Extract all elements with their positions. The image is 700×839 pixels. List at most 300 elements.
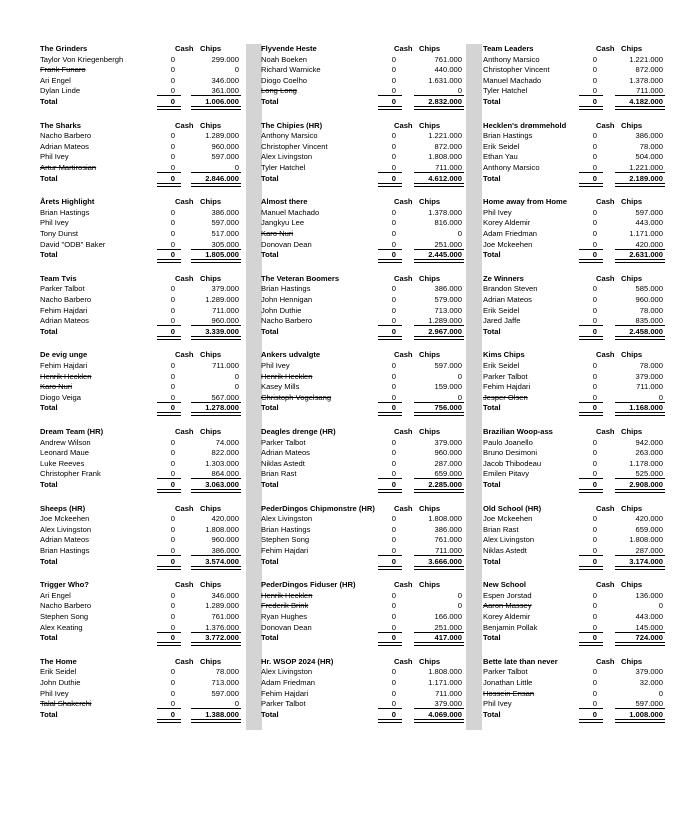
player-chips: 711.000 [435,688,462,698]
player-name: Phil Ivey [40,688,69,698]
player-name: Jesper Olsen [483,392,528,402]
player-chips: 0 [658,601,663,611]
cash-double-underline [579,489,603,493]
player-name: Donovan Dean [261,239,312,249]
player-chips: 0 [457,392,462,402]
player-cash: 0 [592,86,597,96]
player-chips: 386.000 [434,284,462,294]
total-chips: 2.908.000 [629,479,663,489]
player-name: Leonard Maue [40,448,89,458]
player-cash: 0 [391,131,396,141]
player-name: Brian Rast [261,469,297,479]
team-name: Årets Highlight [40,197,95,207]
total-chips: 1.006.000 [205,96,239,106]
player-name: Parker Talbot [483,371,528,381]
total-label: Total [483,96,501,106]
player-chips: 942.000 [635,437,663,447]
player-cash: 0 [592,228,597,238]
cash-header: Cash [394,273,413,283]
cash-double-underline [579,412,603,416]
player-cash: 0 [170,622,175,632]
team-name: Home away from Home [483,197,567,207]
player-cash: 0 [592,469,597,479]
player-chips: 0 [234,65,239,75]
player-cash: 0 [391,360,396,370]
player-cash: 0 [170,360,175,370]
player-cash: 0 [391,54,396,64]
player-chips: 0 [457,590,462,600]
player-chips: 0 [658,392,663,402]
player-cash: 0 [592,162,597,172]
chips-double-underline [191,566,241,570]
player-chips: 713.000 [434,305,462,315]
player-name: Christopher Vincent [483,65,550,75]
player-name: Stephen Song [40,611,89,621]
player-chips: 305.000 [211,239,239,249]
player-name: Manuel Machado [483,75,542,85]
team-name: Brazilian Woop-ass [483,426,553,436]
player-cash: 0 [170,601,175,611]
player-cash: 0 [592,152,597,162]
total-chips: 2.832.000 [428,96,462,106]
player-cash: 0 [170,524,175,534]
player-name: Brian Hastings [261,524,311,534]
player-cash: 0 [391,305,396,315]
total-cash: 0 [170,250,175,260]
chips-header: Chips [621,656,643,666]
player-cash: 0 [170,75,175,85]
player-cash: 0 [170,131,175,141]
total-cash: 0 [391,633,396,643]
player-name: Adrian Mateos [40,141,89,151]
player-name: Hossein Ensan [483,688,535,698]
player-chips: 420.000 [211,514,239,524]
player-cash: 0 [170,316,175,326]
player-cash: 0 [391,75,396,85]
cash-double-underline [579,719,603,723]
player-cash: 0 [391,392,396,402]
player-cash: 0 [170,514,175,524]
player-name: Fehim Hajdari [40,360,88,370]
player-chips: 0 [658,688,663,698]
player-cash: 0 [170,699,175,709]
player-cash: 0 [592,622,597,632]
team-name: The Veteran Boomers [261,273,340,283]
chips-double-underline [615,336,665,340]
player-cash: 0 [170,152,175,162]
team-name: The Chipies (HR) [261,120,323,130]
player-name: Jacob Thibodeau [483,458,542,468]
cash-header: Cash [175,350,194,360]
player-name: Fehim Hajdari [261,545,309,555]
player-name: Erik Seidel [483,360,520,370]
chips-double-underline [191,183,241,187]
player-chips: 517.000 [211,228,239,238]
total-label: Total [483,556,501,566]
player-name: John Hennigan [261,294,313,304]
total-cash: 0 [592,326,597,336]
cash-double-underline [579,183,603,187]
player-chips: 0 [457,371,462,381]
player-chips: 0 [234,371,239,381]
chips-header: Chips [621,197,643,207]
cash-double-underline [378,183,402,187]
chips-header: Chips [200,44,222,53]
total-cash: 0 [170,709,175,719]
total-label: Total [40,250,58,260]
team-name: Ankers udvalgte [261,350,321,360]
player-cash: 0 [391,469,396,479]
cash-header: Cash [394,580,413,590]
player-name: Adrian Mateos [40,535,89,545]
cash-double-underline [157,642,181,646]
total-cash: 0 [592,96,597,106]
cash-header: Cash [394,197,413,207]
player-name: Paulo Joanello [483,437,533,447]
total-cash: 0 [170,403,175,413]
cash-double-underline [157,259,181,263]
player-name: Bruno Desimoni [483,448,538,458]
player-chips: 761.000 [434,535,462,545]
chips-header: Chips [200,273,222,283]
player-chips: 711.000 [636,86,663,96]
player-name: Tyler Hatchel [261,162,306,172]
player-chips: 386.000 [211,545,239,555]
total-cash: 0 [391,96,396,106]
player-chips: 346.000 [211,590,239,600]
player-name: Henrik Hecklen [40,371,92,381]
chips-header: Chips [621,120,643,130]
total-cash: 0 [592,173,597,183]
player-cash: 0 [391,524,396,534]
player-cash: 0 [592,316,597,326]
total-cash: 0 [592,403,597,413]
chips-header: Chips [621,426,643,436]
total-cash: 0 [592,556,597,566]
player-name: Anthony Marsico [261,131,318,141]
player-chips: 361.000 [211,86,239,96]
player-cash: 0 [592,437,597,447]
player-cash: 0 [170,545,175,555]
player-chips: 443.000 [635,611,663,621]
chips-header: Chips [200,197,222,207]
player-name: Brandon Steven [483,284,538,294]
player-chips: 597.000 [434,360,462,370]
player-cash: 0 [592,524,597,534]
player-name: Henrik Hecklen [261,590,313,600]
player-chips: 1.289.000 [205,294,239,304]
player-name: Korey Aldemir [483,611,531,621]
player-name: Erik Seidel [40,667,77,677]
player-cash: 0 [170,469,175,479]
cash-header: Cash [596,273,615,283]
player-cash: 0 [592,218,597,228]
player-name: Espen Jorstad [483,590,532,600]
player-chips: 0 [457,601,462,611]
cash-double-underline [579,566,603,570]
player-chips: 379.000 [434,699,462,709]
player-cash: 0 [592,611,597,621]
player-cash: 0 [592,294,597,304]
player-name: Christoph Vogelsang [261,392,332,402]
chips-header: Chips [621,350,643,360]
total-chips: 1.805.000 [205,250,239,260]
total-cash: 0 [391,403,396,413]
player-chips: 1.303.000 [205,458,239,468]
player-chips: 585.000 [635,284,663,294]
player-chips: 711.000 [636,382,663,392]
player-cash: 0 [170,207,175,217]
player-cash: 0 [391,667,396,677]
player-name: Fehim Hajdari [483,382,531,392]
cash-double-underline [378,642,402,646]
player-name: Long Long [261,86,297,96]
chips-double-underline [615,412,665,416]
player-chips: 287.000 [635,545,663,555]
player-chips: 379.000 [635,667,663,677]
player-chips: 960.000 [211,141,239,151]
player-cash: 0 [592,688,597,698]
player-cash: 0 [170,535,175,545]
player-chips: 960.000 [635,294,663,304]
player-chips: 1.289.000 [205,131,239,141]
total-label: Total [261,479,279,489]
player-name: Anthony Marsico [483,162,540,172]
player-cash: 0 [391,545,396,555]
total-chips: 756.000 [434,403,462,413]
player-chips: 0 [234,162,239,172]
player-name: Christopher Frank [40,469,101,479]
player-chips: 32.000 [639,677,663,687]
team-name: Deagles drenge (HR) [261,426,336,436]
player-name: Benjamin Pollak [483,622,538,632]
player-chips: 525.000 [635,469,663,479]
player-chips: 379.000 [211,284,239,294]
chips-double-underline [191,719,241,723]
player-chips: 386.000 [635,131,663,141]
total-label: Total [483,326,501,336]
player-chips: 1.376.000 [205,622,239,632]
total-label: Total [40,709,58,719]
player-chips: 597.000 [211,688,239,698]
chips-header: Chips [621,580,643,590]
total-cash: 0 [170,96,175,106]
player-name: Noah Boeken [261,54,308,64]
total-cash: 0 [592,250,597,260]
cash-header: Cash [175,197,194,207]
player-chips: 440.000 [434,65,462,75]
player-chips: 299.000 [211,54,239,64]
player-name: Joe Mckeehen [40,514,90,524]
player-chips: 597.000 [211,218,239,228]
player-chips: 443.000 [635,218,663,228]
chips-header: Chips [419,656,441,666]
player-name: Richard Warnicke [261,65,321,75]
chips-double-underline [414,412,464,416]
player-name: Nacho Barbero [40,601,92,611]
player-cash: 0 [391,514,396,524]
player-name: Phil Ivey [261,360,290,370]
cash-double-underline [378,719,402,723]
player-cash: 0 [391,86,396,96]
player-cash: 0 [592,284,597,294]
player-cash: 0 [170,688,175,698]
total-label: Total [261,250,279,260]
player-cash: 0 [391,228,396,238]
player-cash: 0 [391,458,396,468]
player-name: Alex Livingston [261,667,313,677]
team-name: Trigger Who? [40,580,89,590]
cash-header: Cash [175,44,194,53]
player-chips: 711.000 [435,162,462,172]
cash-header: Cash [394,426,413,436]
player-cash: 0 [391,284,396,294]
total-chips: 2.285.000 [428,479,462,489]
column-separator-1 [246,44,262,730]
player-cash: 0 [391,294,396,304]
player-chips: 1.378.000 [629,75,663,85]
total-label: Total [40,556,58,566]
player-name: Ari Engel [40,590,71,600]
player-chips: 78.000 [639,305,663,315]
player-chips: 1.171.000 [629,228,663,238]
total-label: Total [261,709,279,719]
player-cash: 0 [592,360,597,370]
team-name: Old School (HR) [483,503,542,513]
player-name: Taylor Von Kriegenbergh [40,54,124,64]
player-cash: 0 [170,667,175,677]
player-cash: 0 [391,382,396,392]
player-chips: 159.000 [434,382,462,392]
player-cash: 0 [592,75,597,85]
total-cash: 0 [170,633,175,643]
player-chips: 78.000 [639,360,663,370]
cash-header: Cash [596,120,615,130]
player-chips: 761.000 [211,611,239,621]
team-name: The Grinders [40,44,88,53]
player-chips: 1.289.000 [205,601,239,611]
total-cash: 0 [391,250,396,260]
player-name: Alex Livingston [40,524,92,534]
player-chips: 567.000 [211,392,239,402]
player-chips: 145.000 [635,622,663,632]
player-cash: 0 [592,371,597,381]
player-chips: 822.000 [211,448,239,458]
total-cash: 0 [592,633,597,643]
cash-double-underline [157,183,181,187]
column-separator-2 [466,44,482,730]
player-cash: 0 [170,284,175,294]
cash-header: Cash [596,656,615,666]
total-label: Total [483,250,501,260]
cash-header: Cash [596,503,615,513]
cash-header: Cash [175,580,194,590]
player-chips: 960.000 [434,448,462,458]
cash-double-underline [157,719,181,723]
player-chips: 1.378.000 [428,207,462,217]
total-label: Total [261,326,279,336]
total-label: Total [40,326,58,336]
player-name: Alex Livingston [483,535,535,545]
chips-double-underline [615,183,665,187]
chips-header: Chips [621,44,643,53]
chips-double-underline [615,489,665,493]
player-name: Phil Ivey [483,699,512,709]
player-cash: 0 [391,239,396,249]
player-chips: 1.289.000 [428,316,462,326]
chips-double-underline [191,336,241,340]
chips-header: Chips [419,580,441,590]
player-name: Tony Dunst [40,228,78,238]
player-name: Phil Ivey [40,152,69,162]
player-cash: 0 [592,601,597,611]
total-label: Total [261,173,279,183]
player-cash: 0 [592,54,597,64]
player-name: Adam Friedman [483,228,538,238]
player-name: Frederik Brink [261,601,309,611]
total-cash: 0 [391,556,396,566]
total-chips: 724.000 [635,633,663,643]
total-chips: 3.574.000 [205,556,239,566]
player-name: Niklas Astedt [261,458,305,468]
cash-header: Cash [596,350,615,360]
cash-header: Cash [596,580,615,590]
player-chips: 960.000 [211,535,239,545]
player-cash: 0 [170,371,175,381]
total-label: Total [261,96,279,106]
total-chips: 2.458.000 [629,326,663,336]
player-chips: 0 [234,699,239,709]
team-name: Ze Winners [483,273,524,283]
player-cash: 0 [170,162,175,172]
total-chips: 3.063.000 [205,479,239,489]
total-cash: 0 [391,326,396,336]
player-name: Christopher Vincent [261,141,328,151]
player-name: Parker Talbot [261,699,306,709]
player-chips: 1.808.000 [428,667,462,677]
player-chips: 1.178.000 [629,458,663,468]
chips-double-underline [191,106,241,110]
player-cash: 0 [391,677,396,687]
player-chips: 420.000 [635,239,663,249]
player-name: Alex Livingston [261,152,313,162]
total-label: Total [40,96,58,106]
player-cash: 0 [170,86,175,96]
player-chips: 420.000 [635,514,663,524]
player-name: Anthony Marsico [483,54,540,64]
team-name: Bette late than never [483,656,558,666]
player-name: Frank Funaro [40,65,86,75]
total-cash: 0 [592,479,597,489]
chips-double-underline [615,642,665,646]
player-chips: 263.000 [635,448,663,458]
player-cash: 0 [592,590,597,600]
chips-double-underline [615,566,665,570]
player-chips: 386.000 [434,524,462,534]
cash-double-underline [378,106,402,110]
cash-double-underline [579,259,603,263]
chips-header: Chips [419,44,441,53]
player-chips: 1.631.000 [428,75,462,85]
team-name: The Home [40,656,77,666]
cash-header: Cash [175,273,194,283]
player-name: Luke Reeves [40,458,85,468]
chips-header: Chips [621,273,643,283]
cash-double-underline [579,106,603,110]
chips-header: Chips [200,656,222,666]
total-chips: 4.612.000 [428,173,462,183]
player-name: Adam Friedman [261,677,316,687]
